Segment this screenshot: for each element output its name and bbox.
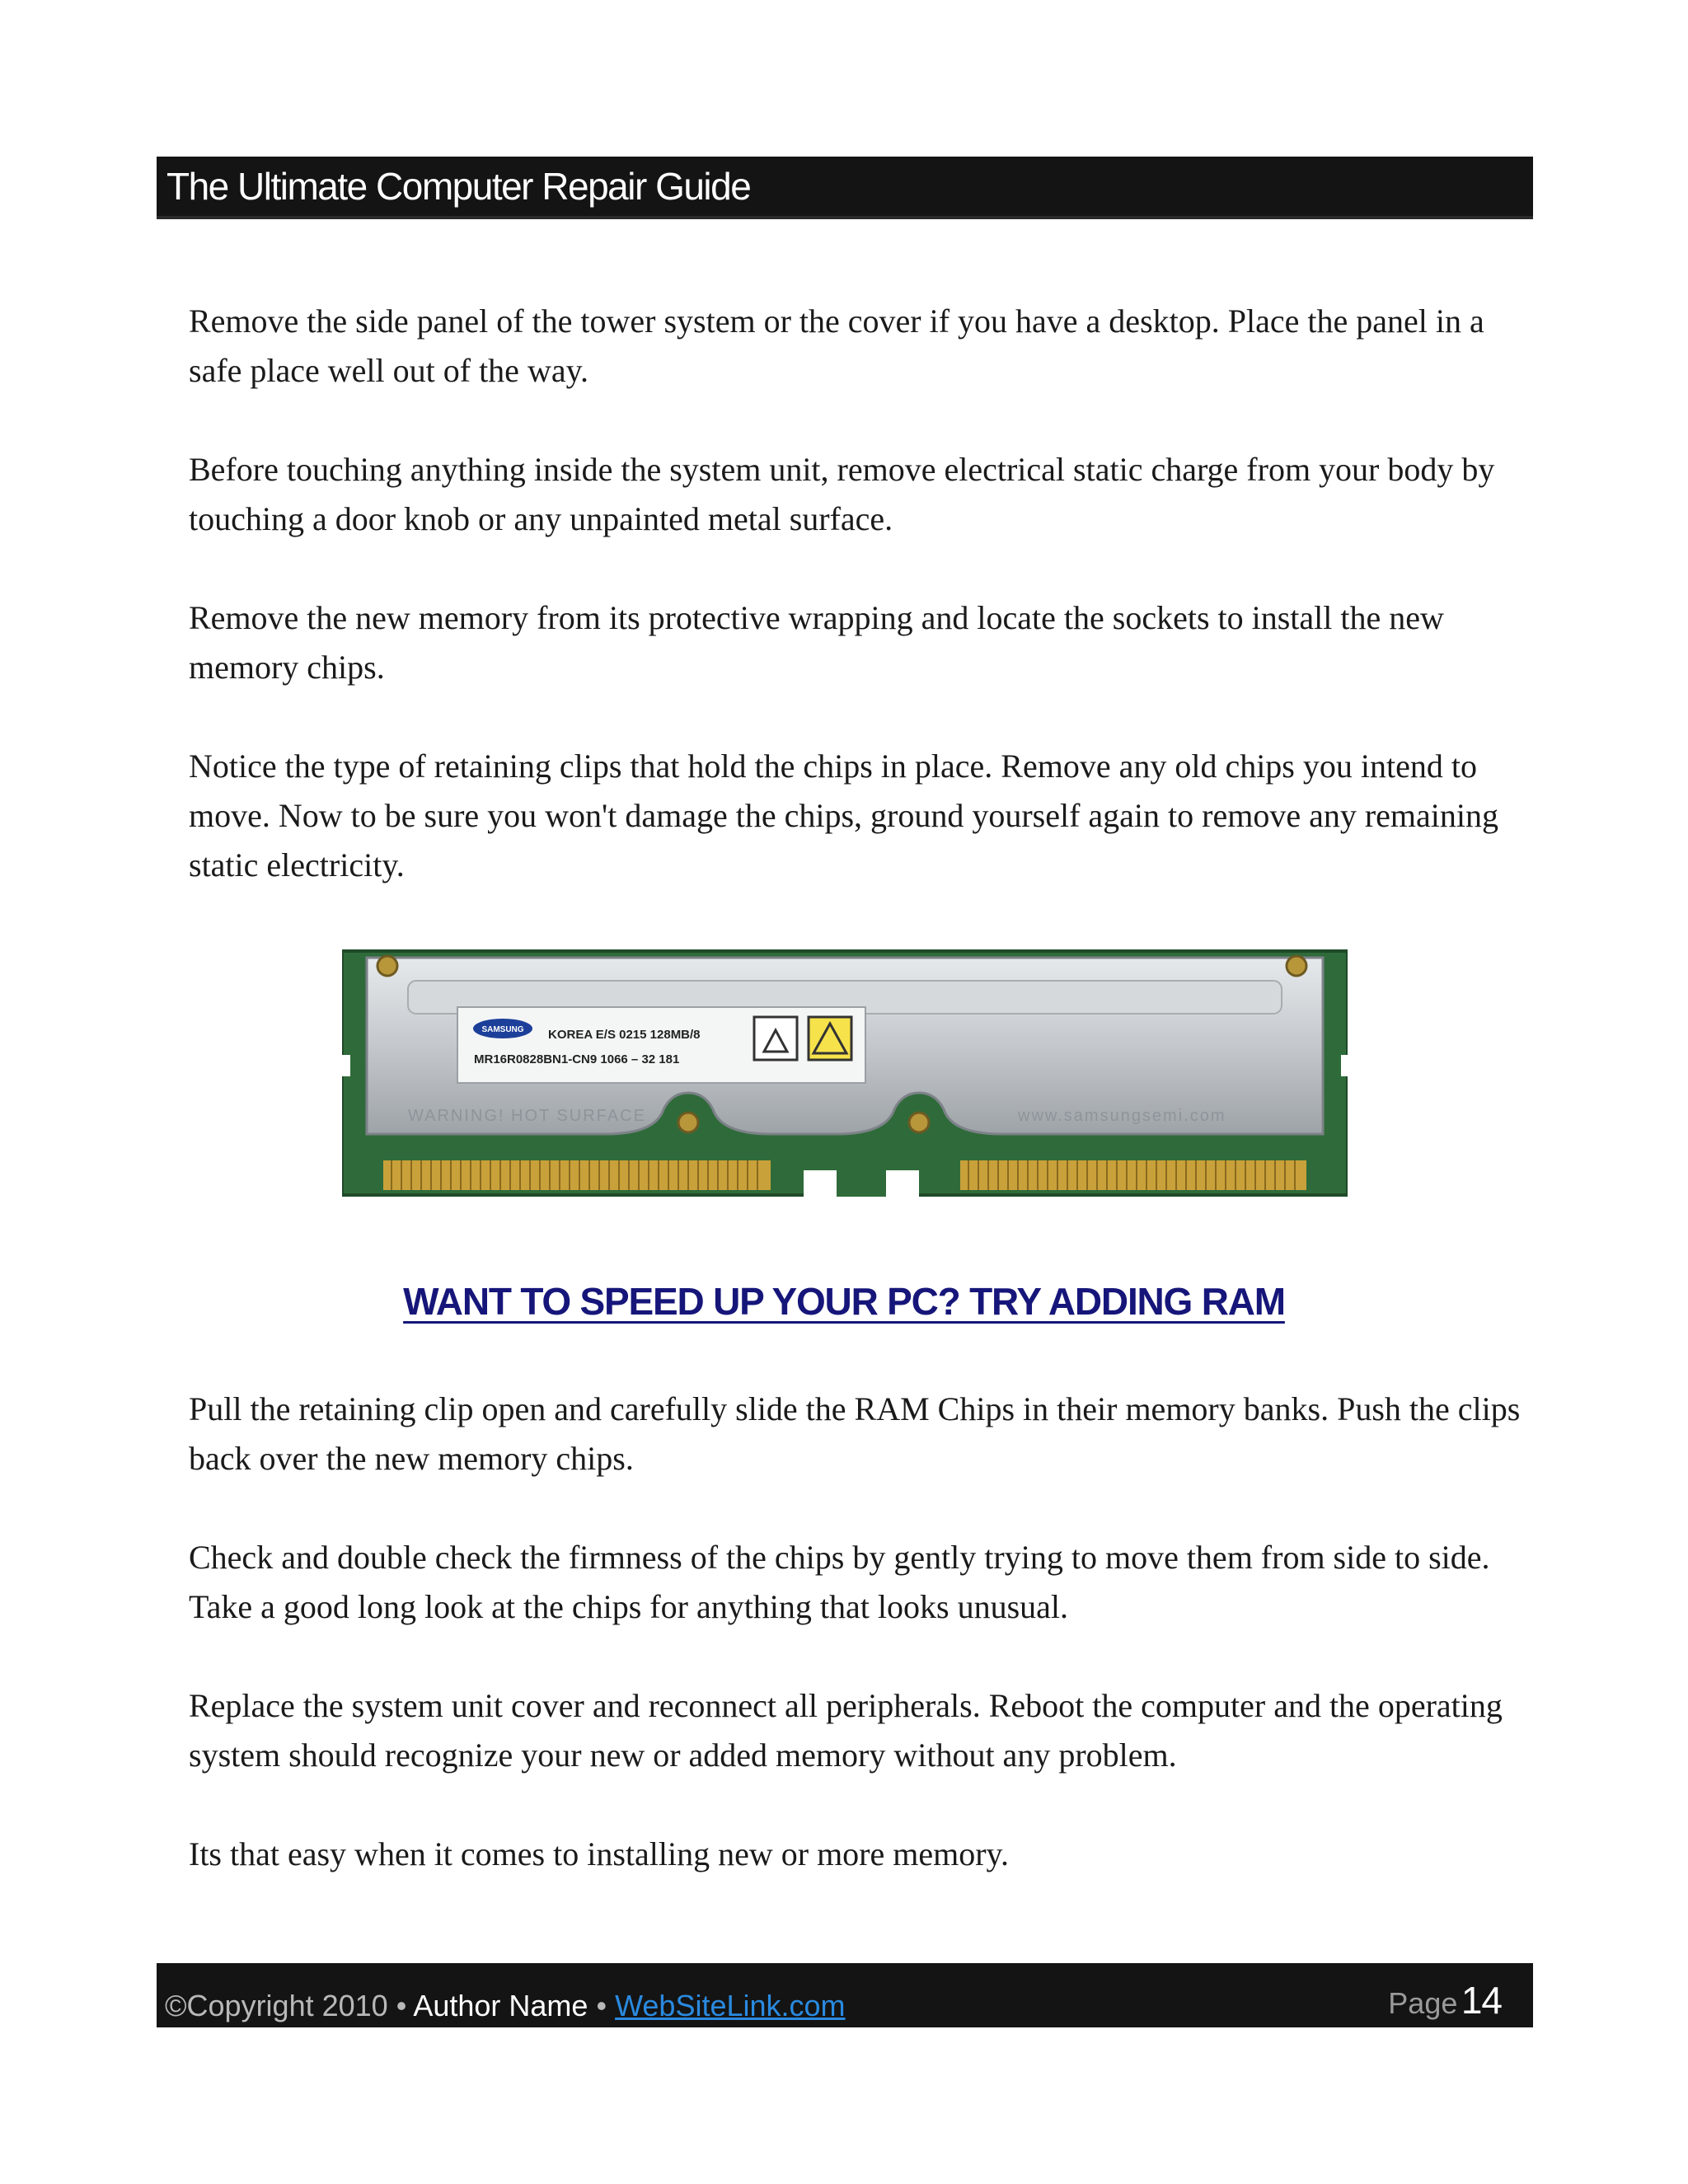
header-bar [157, 157, 1533, 219]
site-emboss-text: www.samsungsemi.com [1018, 1107, 1226, 1125]
document-title: The Ultimate Computer Repair Guide [166, 165, 751, 208]
body-text-bottom [189, 1385, 1524, 1929]
author-name: Author Name [413, 1989, 588, 2022]
esd-icon [754, 1017, 797, 1060]
paragraph: Check and double check the firmness of the chips by gently trying to move them from side to side. Take a good long look at the chips for anything that looks unusual. [189, 1539, 1490, 1625]
paragraph: Pull the retaining clip open and carefully slide the RAM Chips in their memory banks. Push the clips back over the new memory chips. [189, 1390, 1521, 1477]
label-line-1: KOREA E/S 0215 128MB/8 [548, 1028, 701, 1042]
chip-label [457, 1007, 865, 1083]
separator: • [596, 1989, 607, 2022]
brand-text: SAMSUNG [481, 1025, 524, 1034]
screw-icon [1287, 956, 1306, 976]
paragraph: Notice the type of retaining clips that hold the chips in place. Remove any old chips you intend to move. Now to be sure you won't damage the chips, ground yourself again to remove any remaining static electricity. [189, 748, 1499, 883]
screw-icon [377, 956, 397, 976]
screw-icon [678, 1113, 698, 1132]
ram-module-illustration [342, 948, 1348, 1203]
page-label: Page [1388, 1986, 1458, 2020]
copyright-text: ©Copyright 2010 [165, 1989, 388, 2022]
ram-module-image [342, 948, 1348, 1203]
body-text-top [189, 297, 1524, 940]
paragraph: Remove the new memory from its protective wrapping and locate the sockets to install the new memory chips. [189, 599, 1444, 686]
ram-promo-link[interactable]: WANT TO SPEED UP YOUR PC? TRY ADDING RAM [403, 1280, 1285, 1323]
paragraph: Its that easy when it comes to installing new or more memory. [189, 1835, 1009, 1872]
footer-credits [165, 1988, 846, 2024]
separator: • [396, 1989, 407, 2022]
warning-emboss-text: WARNING! HOT SURFACE [408, 1107, 646, 1125]
page-number: 14 [1461, 1979, 1502, 2022]
paragraph: Replace the system unit cover and reconnect all peripherals. Reboot the computer and the operating system should recognize your new or added memory without any problem. [189, 1687, 1503, 1774]
footer-bar [157, 1963, 1533, 2027]
label-line-2: MR16R0828BN1-CN9 1066 – 32 181 [474, 1052, 680, 1066]
screw-icon [909, 1113, 929, 1132]
paragraph: Remove the side panel of the tower system or the cover if you have a desktop. Place the panel in a safe place well out of the way. [189, 302, 1484, 389]
website-link[interactable]: WebSiteLink.com [615, 1989, 846, 2022]
page-indicator [1388, 1978, 1502, 2022]
paragraph: Before touching anything inside the system unit, remove electrical static charge from your body by touching a door knob or any unpainted metal surface. [189, 451, 1495, 537]
